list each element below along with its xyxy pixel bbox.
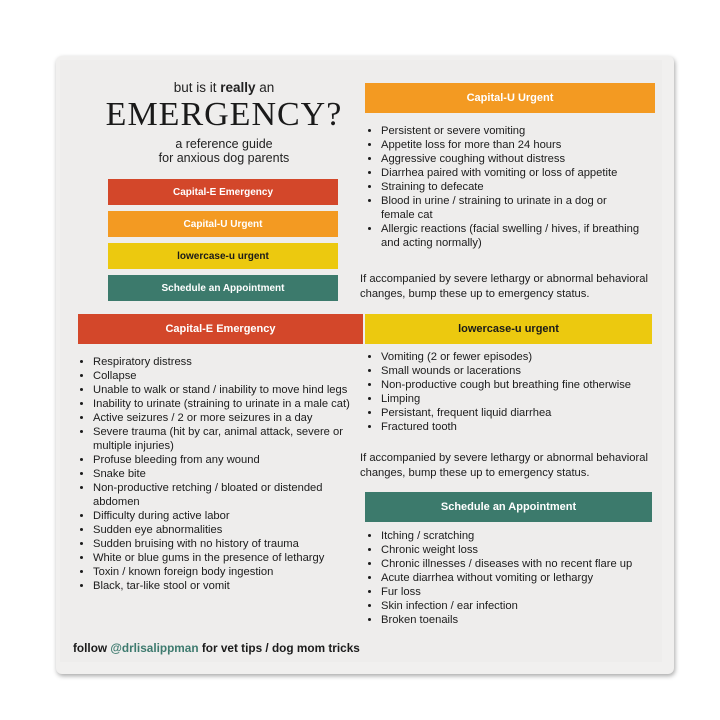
appointment-list xyxy=(366,529,671,627)
list-item: • Severe trauma (hit by car, animal attack, severe or multiple injuries) xyxy=(93,425,343,453)
urgent-lower-header: lowercase-u urgent xyxy=(365,314,652,344)
list-item: • Itching / scratching xyxy=(381,529,671,543)
subtitle-line-2: for anxious dog parents xyxy=(158,151,290,165)
legend-urgent-lower: lowercase-u urgent xyxy=(108,243,338,269)
list-item: • Broken toenails xyxy=(381,613,671,627)
pre-title xyxy=(104,80,344,95)
list-item: • Unable to walk or stand / inability to move hind legs xyxy=(93,383,363,397)
list-item: • Active seizures / 2 or more seizures in a day xyxy=(93,411,363,425)
urgent-lower-list xyxy=(366,350,671,434)
footer-prefix: follow xyxy=(73,641,111,655)
list-item: • Black, tar-like stool or vomit xyxy=(93,579,363,593)
social-handle-link[interactable]: @drlisalippman xyxy=(110,641,199,655)
emergency-list xyxy=(78,355,363,593)
list-item: • Inability to urinate (straining to urinate in a male cat) xyxy=(93,397,363,411)
legend-urgent-upper: Capital-U Urgent xyxy=(108,211,338,237)
legend-appointment: Schedule an Appointment xyxy=(108,275,338,301)
list-item: • Profuse bleeding from any wound xyxy=(93,453,363,467)
list-item: • Snake bite xyxy=(93,467,363,481)
list-item: • Vomiting (2 or fewer episodes) xyxy=(381,350,671,364)
list-item: • Fur loss xyxy=(381,585,671,599)
list-item: • Aggressive coughing without distress xyxy=(381,152,671,166)
list-item: • Allergic reactions (facial swelling / hives, if breathing and acting normally) xyxy=(381,222,659,250)
list-item: • Blood in urine / straining to urinate in a dog or female cat xyxy=(381,194,636,222)
emergency-header: Capital-E Emergency xyxy=(78,314,363,344)
list-item: • Collapse xyxy=(93,369,363,383)
list-item: • Acute diarrhea without vomiting or lethargy xyxy=(381,571,671,585)
urgent-upper-header: Capital-U Urgent xyxy=(365,83,655,113)
list-item: • Diarrhea paired with vomiting or loss of appetite xyxy=(381,166,671,180)
pre-title-bold: really xyxy=(220,80,256,95)
urgent-upper-list xyxy=(366,124,671,250)
footer-credit xyxy=(73,641,360,655)
list-item: • Persistent or severe vomiting xyxy=(381,124,671,138)
list-item: • Difficulty during active labor xyxy=(93,509,363,523)
list-item: • Skin infection / ear infection xyxy=(381,599,671,613)
list-item: • Respiratory distress xyxy=(93,355,363,369)
list-item: • Limping xyxy=(381,392,671,406)
list-item: • Small wounds or lacerations xyxy=(381,364,671,378)
footer-suffix: for vet tips / dog mom tricks xyxy=(198,641,360,655)
urgent-upper-note: If accompanied by severe lethargy or abnormal behavioral changes, bump these up to emergency status. xyxy=(360,273,648,300)
page-title: EMERGENCY? xyxy=(105,96,343,133)
legend-emergency: Capital-E Emergency xyxy=(108,179,338,205)
list-item: • Fractured tooth xyxy=(381,420,671,434)
list-item: • Toxin / known foreign body ingestion xyxy=(93,565,363,579)
list-item: • White or blue gums in the presence of lethargy xyxy=(93,551,363,565)
list-item: • Chronic illnesses / diseases with no recent flare up xyxy=(381,557,671,571)
urgent-lower-note: If accompanied by severe lethargy or abnormal behavioral changes, bump these up to emergency status. xyxy=(360,452,648,479)
pre-title-after: an xyxy=(255,80,275,95)
list-item: • Chronic weight loss xyxy=(381,543,671,557)
pre-title-text: but is it xyxy=(173,80,221,95)
list-item: • Appetite loss for more than 24 hours xyxy=(381,138,671,152)
list-item: • Non-productive cough but breathing fine otherwise xyxy=(381,378,671,392)
list-item: • Straining to defecate xyxy=(381,180,671,194)
list-item: • Sudden eye abnormalities xyxy=(93,523,363,537)
subtitle-line-1: a reference guide xyxy=(175,137,273,151)
list-item: • Persistant, frequent liquid diarrhea xyxy=(381,406,671,420)
appointment-header: Schedule an Appointment xyxy=(365,492,652,522)
list-item: • Sudden bruising with no history of trauma xyxy=(93,537,363,551)
intro-block xyxy=(104,80,344,165)
list-item: • Non-productive retching / bloated or distended abdomen xyxy=(93,481,338,509)
